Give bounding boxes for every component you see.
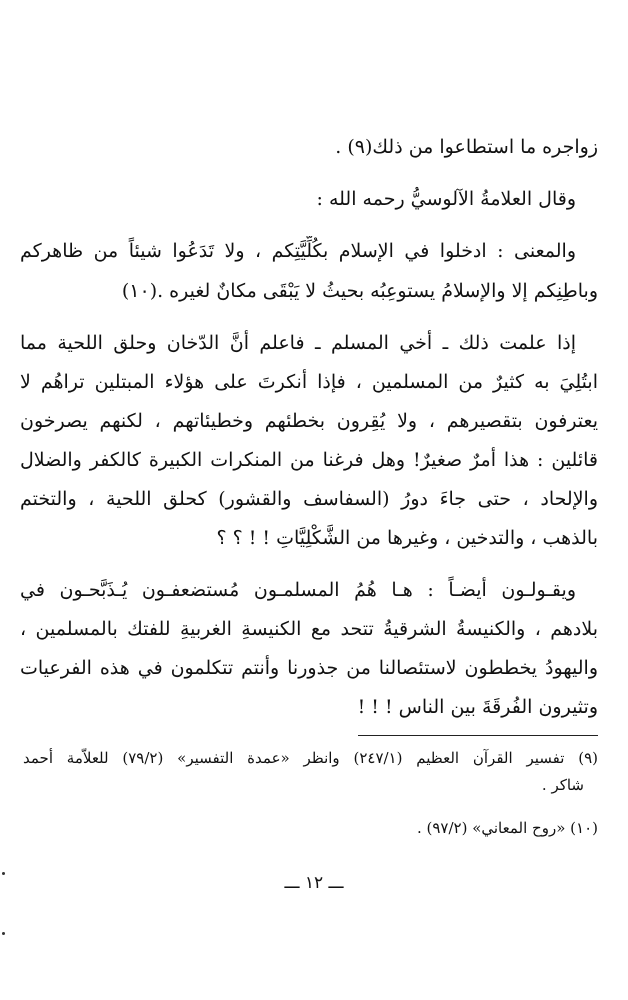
text-line: وقال العلامةُ الآلوسيُّ رحمه الله : [316,188,576,210]
text-line: بلادهم ، والكنيسةُ الشرقيةُ تتحد مع الكنيسةِ الغربيةِ للفتك بالمسلمين ، [20,618,598,640]
footnote-line: (٩) تفسير القرآن العظيم (٢٤٧/١) وانظر «عمدة التفسير» (٧٩/٢) للعلاّمة أحمد [23,749,598,767]
text-line: بالذهب ، والتدخين ، وغيرها من الشَّكْلِيَّاتِ ! ! ؟ ؟ [216,527,598,549]
text-line: ابتُلِيَ به كثيرٌ من المسلمين ، فإذا أنكرتَ على هؤلاء المبتلين تراهُم لا [20,371,598,393]
text-line: والإلحاد ، حتى جاءَ دورُ (السفاسف والقشور) كحلق اللحية ، والتختم [20,488,598,510]
text-line: وباطِنِكم إلا والإسلامُ يستوعِبُه بحيثُ لا يَبْقَى مكانٌ لغيره .(١٠) [121,280,598,302]
text-line: زواجره ما استطاعوا من ذلك(٩) . [335,136,598,158]
text-line: قائلين : هذا أمرٌ صغيرٌ! وهل فرغنا من المنكرات الكبيرة كالكفر والضلال [20,449,598,471]
footnote-line: شاكر . [541,776,584,794]
scan-speck [2,872,5,875]
scan-speck [2,932,5,935]
text-line: إذا علمت ذلك ـ أخي المسلم ـ فاعلم أنَّ الدّخان وحلق اللحية مما [20,332,576,354]
text-line: ويقـولـون أيضـاً : هـا هُمُ المسلمـون مُستضعفـون يُـذَبَّحـون في [20,579,576,601]
page-number: ـــ ١٢ ـــ [284,873,344,893]
footnote-separator [358,735,598,736]
text-line: والمعنى : ادخلوا في الإسلام بكُلِّيَّتِكم ، ولا تَدَعُوا شيئاً من ظاهركم [20,240,576,262]
text-line: يعترفون بتقصيرهم ، ولا يُقِرون بخطئهم وخطيئاتهم ، لكنهم يصرخون [20,410,598,432]
footnote-line: (١٠) «روح المعاني» (٩٧/٢) . [416,819,598,837]
text-line: وتثيرون الفُرقَةَ بين الناس ! ! ! [357,696,598,718]
text-line: واليهودُ يخططون لاستئصالنا من جذورنا وأنتم تتكلمون في هذه الفرعيات [20,657,598,679]
